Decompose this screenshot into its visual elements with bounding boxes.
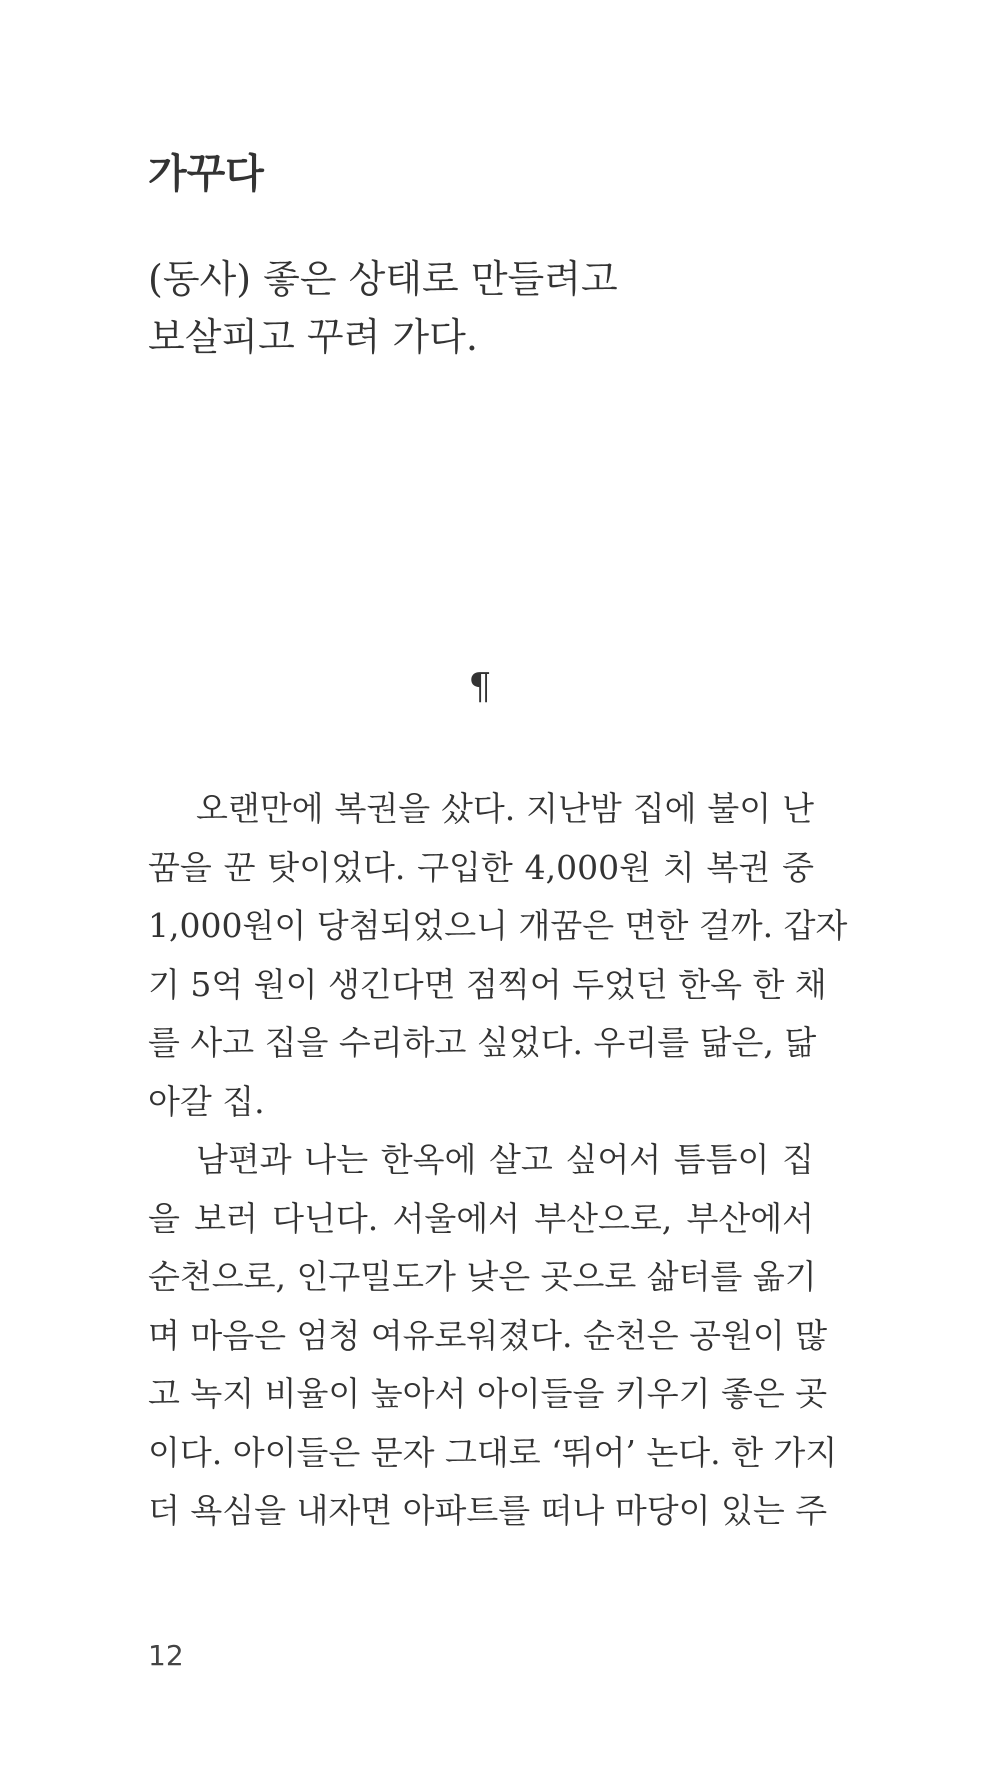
text-line: 꿈을 꾼 탓이었다. 구입한 4,000원 치 복권 중 xyxy=(148,847,814,887)
entry-definition xyxy=(148,250,868,366)
text-line: 순천으로, 인구밀도가 낮은 곳으로 삶터를 옮기 xyxy=(148,1257,817,1296)
entry-headword: 가꾸다 xyxy=(148,151,264,197)
paragraph xyxy=(148,780,848,1131)
paragraph xyxy=(148,1131,838,1541)
text-line: 기 5억 원이 생긴다면 점찍어 두었던 한옥 한 채 xyxy=(148,964,827,1004)
definition-line: 보살피고 꾸려 가다. xyxy=(148,315,478,359)
text-line: 오랜만에 복권을 샀다. 지난밤 집에 불이 난 xyxy=(196,789,814,828)
text-line: 고 녹지 비율이 높아서 아이들을 키우기 좋은 곳 xyxy=(148,1374,828,1413)
text-line: 남편과 나는 한옥에 살고 싶어서 틈틈이 집 xyxy=(196,1140,814,1179)
definition-line: (동사) 좋은 상태로 만들려고 xyxy=(148,257,618,301)
text-line: 1,000원이 당첨되었으니 개꿈은 면한 걸까. 갑자 xyxy=(148,906,848,945)
text-line: 를 사고 집을 수리하고 싶었다. 우리를 닮은, 닮 xyxy=(148,1023,817,1062)
page-number: 12 xyxy=(148,1639,184,1672)
text-line: 을 보러 다닌다. 서울에서 부산으로, 부산에서 xyxy=(148,1198,814,1238)
text-line: 아갈 집. xyxy=(148,1081,265,1121)
section-separator-pilcrow: ¶ xyxy=(468,667,492,708)
body-text xyxy=(148,780,848,1541)
text-line: 더 욕심을 내자면 아파트를 떠나 마당이 있는 주 xyxy=(148,1491,828,1530)
text-line: 며 마음은 엄청 여유로워졌다. 순천은 공원이 많 xyxy=(148,1315,828,1355)
text-line: 이다. 아이들은 문자 그대로 ‘뛰어’ 논다. 한 가지 xyxy=(148,1432,838,1472)
